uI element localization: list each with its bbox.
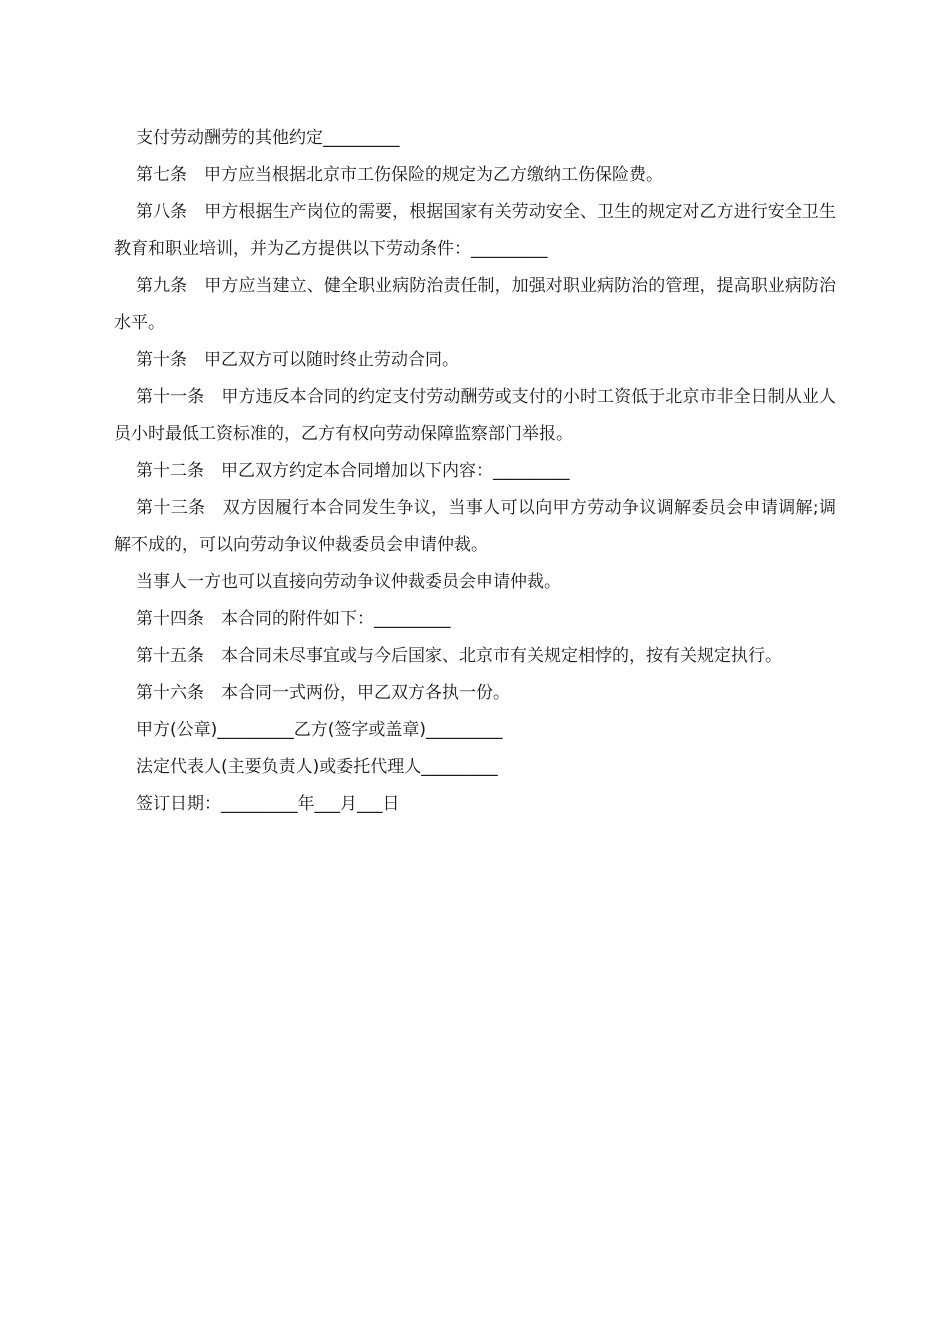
article-13: 第十三条 双方因履行本合同发生争议，当事人可以向甲方劳动争议调解委员会申请调解;调解不成的，可以向劳动争议仲裁委员会申请仲裁。 bbox=[114, 498, 836, 555]
payment-other-terms: 支付劳动酬劳的其他约定_________ bbox=[136, 128, 400, 148]
document-page bbox=[114, 120, 836, 823]
article-12: 第十二条 甲乙双方约定本合同增加以下内容：_________ bbox=[136, 461, 570, 481]
article-15: 第十五条 本合同未尽事宜或与今后国家、北京市有关规定相悖的，按有关规定执行。 bbox=[136, 646, 782, 666]
article-9: 第九条 甲方应当建立、健全职业病防治责任制，加强对职业病防治的管理，提高职业病防治水平。 bbox=[114, 276, 836, 333]
article-10: 第十条 甲乙双方可以随时终止劳动合同。 bbox=[136, 350, 459, 370]
party-signatures: 甲方(公章)_________乙方(签字或盖章)_________ bbox=[136, 720, 503, 740]
article-14: 第十四条 本合同的附件如下：_________ bbox=[136, 609, 451, 629]
signing-date-line: 签订日期：_________年___月___日 bbox=[136, 794, 400, 814]
article-13-note: 当事人一方也可以直接向劳动争议仲裁委员会申请仲裁。 bbox=[136, 572, 561, 592]
article-16: 第十六条 本合同一式两份，甲乙双方各执一份。 bbox=[136, 683, 510, 703]
article-8: 第八条 甲方根据生产岗位的需要，根据国家有关劳动安全、卫生的规定对乙方进行安全卫生教育和职业培训，并为乙方提供以下劳动条件：_________ bbox=[114, 202, 836, 259]
legal-representative-line: 法定代表人(主要负责人)或委托代理人_________ bbox=[136, 757, 498, 777]
article-7: 第七条 甲方应当根据北京市工伤保险的规定为乙方缴纳工伤保险费。 bbox=[136, 165, 663, 185]
article-11: 第十一条 甲方违反本合同的约定支付劳动酬劳或支付的小时工资低于北京市非全日制从业人员小时最低工资标准的，乙方有权向劳动保障监察部门举报。 bbox=[114, 387, 836, 444]
